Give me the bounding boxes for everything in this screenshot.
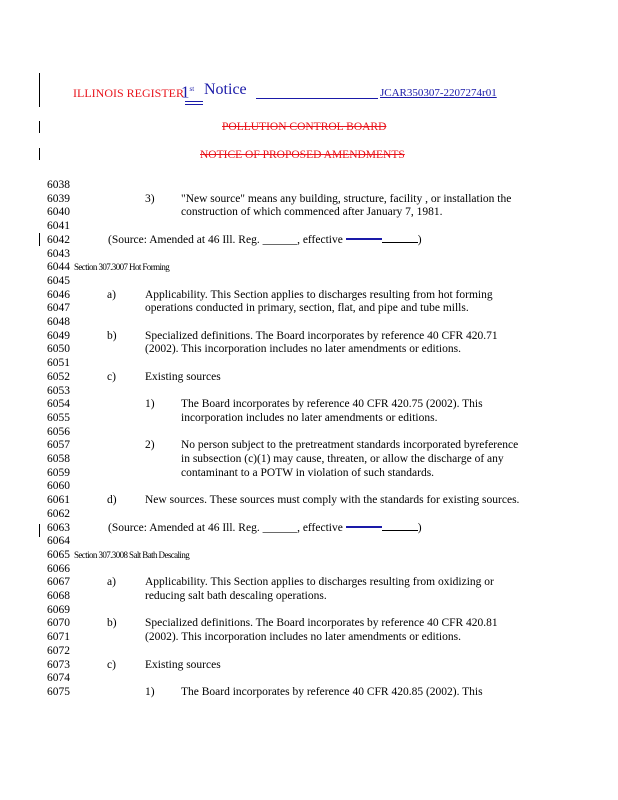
revision-bar	[39, 73, 40, 107]
source-note	[108, 233, 422, 247]
item-text: No person subject to the pretreatment standards incorporated byreference	[181, 439, 519, 452]
line-number: 6046	[47, 288, 70, 301]
line-number: 6053	[47, 384, 70, 397]
page-superscript: st	[189, 85, 195, 93]
source-close: )	[417, 233, 422, 246]
line-number: 6050	[47, 343, 70, 356]
line-number: 6065	[47, 548, 70, 561]
item-text: Existing sources	[145, 658, 221, 671]
item-label: 2)	[145, 439, 155, 452]
source-close: )	[417, 521, 422, 534]
item-text: operations conducted in primary, section, flat, and pipe and tube mills.	[145, 302, 469, 315]
item-label: c)	[107, 658, 116, 671]
revision-underline	[346, 526, 382, 528]
line-number: 6056	[47, 425, 70, 438]
source-blank: ______	[262, 521, 298, 534]
page-marker-underline	[185, 101, 203, 105]
item-label: b)	[107, 329, 117, 342]
revision-bar	[39, 121, 40, 133]
line-number: 6074	[47, 672, 70, 685]
item-text: contaminant to a POTW in violation of such standards.	[181, 466, 435, 479]
line-number: 6070	[47, 617, 70, 630]
item-label: b)	[107, 617, 117, 630]
line-number: 6052	[47, 370, 70, 383]
item-text: Existing sources	[145, 370, 221, 383]
notice-rule	[256, 98, 378, 99]
register-title: ILLINOIS REGISTER	[73, 86, 184, 100]
source-effective: , effective	[297, 521, 346, 534]
line-number: 6075	[47, 685, 70, 698]
item-text: "New source" means any building, structure, facility , or installation the	[181, 192, 512, 205]
date-blank	[382, 242, 418, 243]
revision-bar	[39, 233, 40, 246]
item-label: c)	[107, 370, 116, 383]
item-text: construction of which commenced after January 7, 1981.	[181, 206, 443, 219]
item-label: a)	[107, 288, 116, 301]
line-number: 6043	[47, 247, 70, 260]
line-number: 6069	[47, 603, 70, 616]
item-text: incorporation includes no later amendments or editions.	[181, 411, 438, 424]
line-number: 6055	[47, 411, 70, 424]
source-note	[108, 521, 422, 535]
source-effective: , effective	[297, 233, 346, 246]
page-marker	[181, 80, 194, 102]
item-label: 3)	[145, 192, 155, 205]
line-number: 6063	[47, 521, 70, 534]
line-number: 6047	[47, 302, 70, 315]
page-number: 1	[181, 82, 190, 102]
line-number: 6059	[47, 466, 70, 479]
line-number: 6045	[47, 274, 70, 287]
line-number: 6048	[47, 316, 70, 328]
item-label: 1)	[145, 685, 155, 698]
item-text: Specialized definitions. The Board incorporates by reference 40 CFR 420.81	[145, 617, 498, 630]
item-text: in subsection (c)(1) may cause, threaten, or allow the discharge of any	[181, 453, 504, 465]
item-text: Applicability. This Section applies to discharges resulting from hot forming	[145, 288, 493, 301]
revision-underline	[346, 238, 382, 240]
source-prefix: (Source: Amended at 46 Ill. Reg.	[108, 233, 263, 246]
line-number: 6061	[47, 494, 70, 507]
notice-label: Notice	[204, 81, 247, 98]
item-text: The Board incorporates by reference 40 CFR 420.75 (2002). This	[181, 398, 483, 411]
line-number: 6040	[47, 206, 70, 219]
line-number: 6042	[47, 233, 70, 246]
source-blank: ______	[262, 233, 298, 246]
line-number: 6044	[47, 261, 70, 274]
line-number: 6054	[47, 398, 70, 411]
line-number: 6066	[47, 562, 70, 575]
item-text: Applicability. This Section applies to discharges resulting from oxidizing or	[145, 576, 494, 589]
section-heading: Section 307.3007 Hot Forming	[74, 262, 170, 273]
doc-code: JCAR350307-2207274r01	[380, 87, 497, 99]
line-number: 6038	[47, 179, 70, 191]
item-text: (2002). This incorporation includes no later amendments or editions.	[145, 631, 461, 644]
item-text: New sources. These sources must comply with the standards for existing sources.	[145, 494, 520, 507]
line-number: 6072	[47, 644, 70, 657]
item-text: reducing salt bath descaling operations.	[145, 590, 327, 602]
line-number: 6062	[47, 507, 70, 520]
line-number: 6073	[47, 658, 70, 671]
notice-type: NOTICE OF PROPOSED AMENDMENTS	[200, 149, 405, 161]
line-number: 6068	[47, 590, 70, 602]
line-number: 6051	[47, 357, 70, 370]
line-number: 6041	[47, 220, 70, 233]
line-number: 6058	[47, 453, 70, 465]
item-label: a)	[107, 576, 116, 589]
board-name: POLLUTION CONTROL BOARD	[222, 121, 387, 133]
date-blank	[382, 530, 418, 531]
item-label: d)	[107, 494, 117, 507]
line-number: 6067	[47, 576, 70, 589]
line-number: 6039	[47, 192, 70, 205]
line-number: 6064	[47, 535, 70, 548]
section-heading: Section 307.3008 Salt Bath Descaling	[74, 549, 190, 560]
source-prefix: (Source: Amended at 46 Ill. Reg.	[108, 521, 263, 534]
line-number: 6071	[47, 631, 70, 644]
item-text: Specialized definitions. The Board incorporates by reference 40 CFR 420.71	[145, 329, 498, 342]
line-number: 6049	[47, 329, 70, 342]
item-text: The Board incorporates by reference 40 CFR 420.85 (2002). This	[181, 685, 483, 698]
revision-bar	[39, 524, 40, 537]
line-number: 6057	[47, 439, 70, 452]
line-number: 6060	[47, 480, 70, 493]
item-text: (2002). This incorporation includes no later amendments or editions.	[145, 343, 461, 356]
revision-bar	[39, 148, 40, 160]
item-label: 1)	[145, 398, 155, 411]
